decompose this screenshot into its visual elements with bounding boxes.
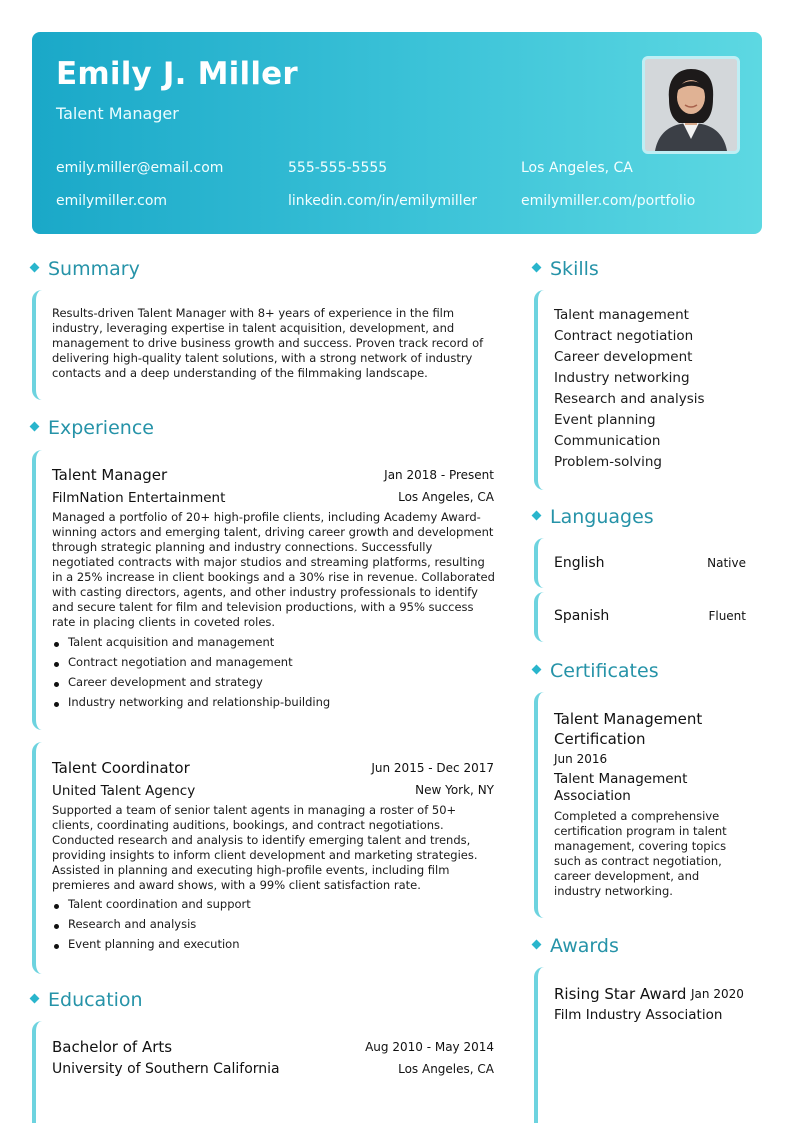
education-degree: Bachelor of Arts	[52, 1038, 173, 1056]
job-position: Talent Manager	[52, 466, 168, 484]
job-description: Managed a portfolio of 20+ high-profile clients, including Academy Award-winning actors and emerging talent, driving career growth and development through strategic planning and industry connections. Successfully negotiated contracts with major studios and streaming platforms, resulting in a 25% increase in client bookings and a 30% rise in revenue. Collaborated with casting directors, agents, and other industry professionals to identify and secure talent for film and television productions, with a 95% success rate in placing clients in coveted roles.	[52, 510, 495, 629]
list-item: Industry networking	[554, 370, 690, 386]
job-company: FilmNation Entertainment	[52, 490, 226, 506]
job-skill-list	[52, 897, 251, 957]
education-location: Los Angeles, CA	[398, 1062, 494, 1076]
award-issuer: Film Industry Association	[554, 1007, 723, 1023]
list-item: Communication	[554, 433, 661, 449]
language-level: Fluent	[708, 609, 746, 623]
portfolio-link[interactable]: emilymiller.com/portfolio	[521, 193, 696, 209]
job-dates: Jun 2015 - Dec 2017	[371, 761, 494, 775]
job-description: Supported a team of senior talent agents in managing a roster of 50+ clients, coordinating auditions, bookings, and contract negotiations. Conducted research and analysis to identify emerging talent and trends, providing insights to inform client development and marketing strategies. Assisted in planning and executing high-profile events, including film premieres and award shows, with a 99% client satisfaction rate.	[52, 803, 478, 892]
diamond-icon	[30, 422, 40, 432]
linkedin-link[interactable]: linkedin.com/in/emilymiller	[288, 193, 478, 209]
job-location: New York, NY	[415, 783, 494, 797]
certificate-date: Jun 2016	[554, 752, 608, 766]
languages-title: Languages	[550, 506, 654, 528]
job-position: Talent Coordinator	[52, 759, 190, 777]
education-title: Education	[48, 989, 143, 1011]
list-item: Career development and strategy	[52, 675, 330, 695]
job-skill-list	[52, 635, 330, 715]
list-item: Talent management	[554, 307, 689, 323]
summary-card	[32, 290, 498, 400]
education-heading	[31, 989, 143, 1011]
awards-title: Awards	[550, 935, 619, 957]
diamond-icon	[30, 994, 40, 1004]
profile-photo	[642, 56, 740, 154]
language-card	[534, 538, 762, 588]
experience-heading	[31, 417, 154, 439]
resume-header	[32, 32, 762, 234]
language-name: Spanish	[554, 608, 610, 624]
diamond-icon	[30, 263, 40, 273]
email-link[interactable]: emily.miller@email.com	[56, 160, 224, 176]
experience-card	[32, 450, 498, 730]
award-date: Jan 2020	[691, 987, 744, 1001]
experience-card	[32, 742, 498, 974]
award-name: Rising Star Award	[554, 985, 687, 1003]
list-item: Contract negotiation	[554, 328, 694, 344]
summary-text: Results-driven Talent Manager with 8+ years of experience in the film industry, leveraging expertise in talent acquisition, development, and management to drive business growth and success. Proven track record of delivering high-quality talent solutions, with a strong network of industry contacts and a deep understanding of the filmmaking landscape.	[52, 306, 484, 380]
skills-list	[554, 307, 705, 475]
diamond-icon	[532, 263, 542, 273]
summary-heading	[31, 258, 140, 280]
diamond-icon	[532, 665, 542, 675]
skills-heading	[533, 258, 599, 280]
person-portrait-icon	[645, 59, 737, 151]
certificate-issuer: Talent Management Association	[554, 771, 688, 804]
skills-title: Skills	[550, 258, 599, 280]
skills-card	[534, 290, 762, 490]
list-item: Contract negotiation and management	[52, 655, 330, 675]
list-item: Problem-solving	[554, 454, 662, 470]
language-level: Native	[707, 556, 746, 570]
education-card	[32, 1021, 498, 1123]
job-location: Los Angeles, CA	[398, 490, 494, 504]
language-card	[534, 592, 762, 642]
certificate-description: Completed a comprehensive certification program in talent management, covering topics such as contract negotiation, career development, and industry networking.	[554, 809, 727, 898]
languages-heading	[533, 506, 654, 528]
job-company: United Talent Agency	[52, 783, 196, 799]
diamond-icon	[532, 511, 542, 521]
list-item: Industry networking and relationship-building	[52, 695, 330, 715]
education-dates: Aug 2010 - May 2014	[365, 1040, 494, 1054]
certificates-title: Certificates	[550, 660, 659, 682]
education-school: University of Southern California	[52, 1061, 280, 1077]
list-item: Talent acquisition and management	[52, 635, 330, 655]
list-item: Career development	[554, 349, 693, 365]
certificate-name: Talent Management Certification	[554, 710, 703, 748]
location-text: Los Angeles, CA	[521, 160, 633, 176]
award-card	[534, 967, 762, 1123]
phone-link[interactable]: 555-555-5555	[288, 160, 388, 176]
job-dates: Jan 2018 - Present	[384, 468, 494, 482]
experience-title: Experience	[48, 417, 154, 439]
summary-title: Summary	[48, 258, 140, 280]
list-item: Research and analysis	[554, 391, 705, 407]
certificates-heading	[533, 660, 659, 682]
diamond-icon	[532, 940, 542, 950]
website-link[interactable]: emilymiller.com	[56, 193, 168, 209]
certificate-card	[534, 692, 762, 918]
candidate-role: Talent Manager	[56, 104, 179, 123]
candidate-name: Emily J. Miller	[56, 56, 298, 92]
language-name: English	[554, 555, 605, 571]
list-item: Talent coordination and support	[52, 897, 251, 917]
list-item: Event planning	[554, 412, 656, 428]
list-item: Event planning and execution	[52, 937, 251, 957]
awards-heading	[533, 935, 619, 957]
list-item: Research and analysis	[52, 917, 251, 937]
